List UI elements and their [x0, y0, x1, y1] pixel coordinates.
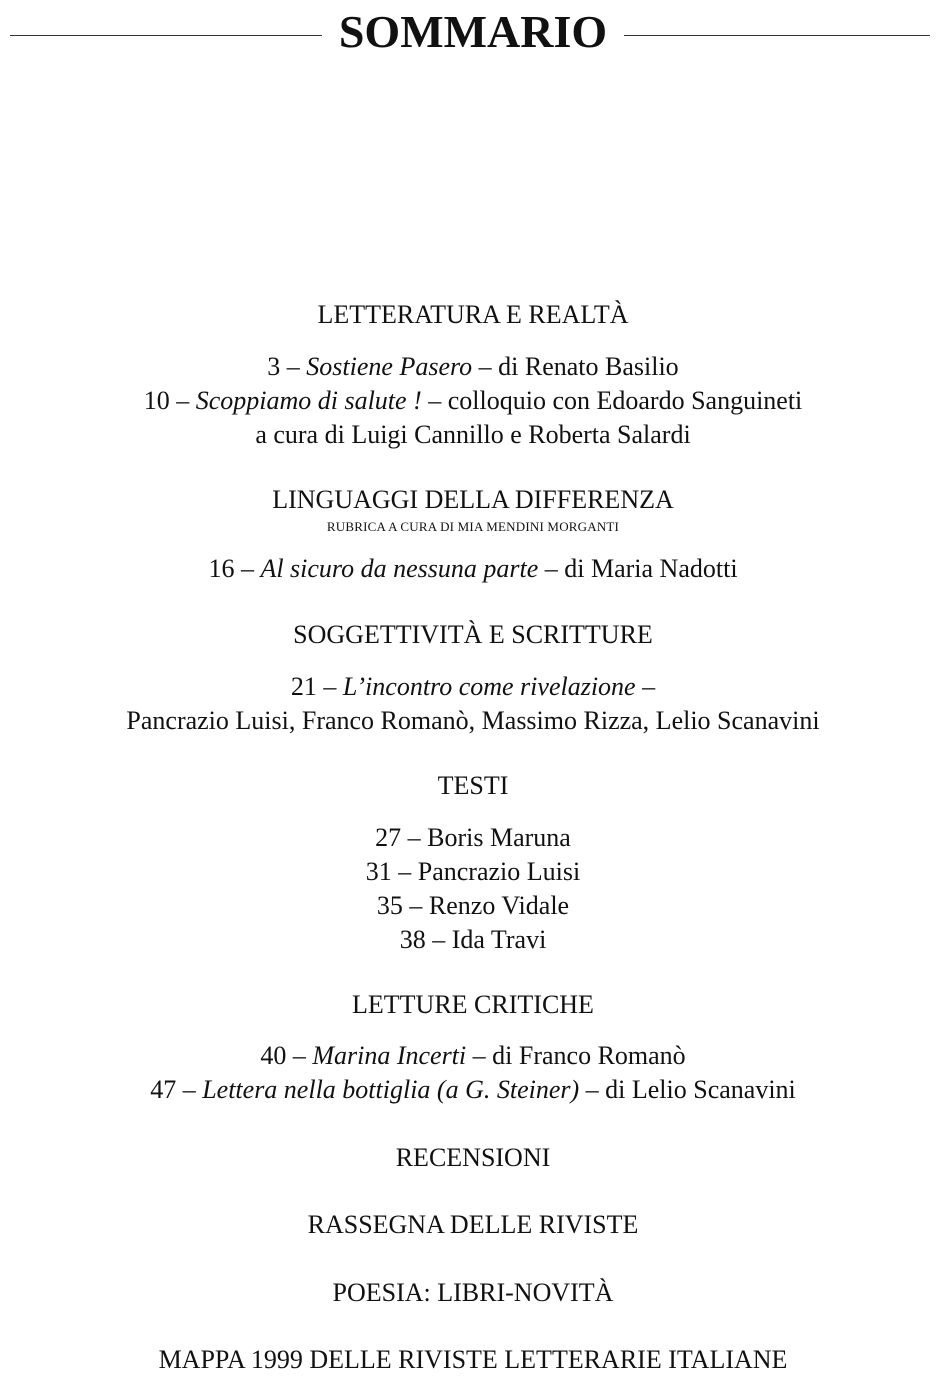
section-heading: MAPPA 1999 DELLE RIVISTE LETTERARIE ITALIANE — [158, 1345, 788, 1374]
page-number: 10 — [143, 386, 170, 415]
section-heading: RECENSIONI — [395, 1143, 551, 1172]
toc-entry-continuation: Pancrazio Luisi, Franco Romanò, Massimo Rizza, Lelio Scanavini — [126, 706, 820, 735]
toc-entry: 21 – L’incontro come rivelazione – — [290, 672, 656, 701]
page-number: 16 — [208, 554, 235, 583]
section-heading: SOGGETTIVITÀ E SCRITTURE — [293, 620, 653, 649]
page-number: 38 — [399, 925, 426, 954]
section-heading: LINGUAGGI DELLA DIFFERENZA — [272, 485, 674, 514]
section-heading: TESTI — [437, 771, 509, 800]
toc-entry: 31 – Pancrazio Luisi — [365, 857, 581, 886]
author: Renzo Vidale — [428, 891, 570, 920]
author: di Lelio Scanavini — [605, 1075, 796, 1104]
section-heading: RASSEGNA DELLE RIVISTE — [307, 1210, 639, 1239]
toc-entry: 38 – Ida Travi — [399, 925, 547, 954]
toc-entry: 3 – Sostiene Pasero – di Renato Basilio — [267, 352, 679, 381]
work-title: Marina Incerti — [312, 1041, 467, 1070]
page-number: 21 — [290, 672, 317, 701]
page-title: SOMMARIO — [0, 4, 946, 60]
toc-entry: 16 – Al sicuro da nessuna parte – di Maria Nadotti — [208, 554, 738, 583]
author: colloquio con Edoardo Sanguineti — [447, 386, 803, 415]
page-number: 47 — [150, 1075, 177, 1104]
work-title: Lettera nella bottiglia (a G. Steiner) — [202, 1075, 580, 1104]
author: Boris Maruna — [427, 823, 571, 852]
section-heading: LETTERATURA E REALTÀ — [317, 300, 629, 329]
author: di Franco Romanò — [492, 1041, 686, 1070]
work-title: Al sicuro da nessuna parte — [260, 554, 539, 583]
toc-entry: 10 – Scoppiamo di salute ! – colloquio con Edoardo Sanguineti — [143, 386, 803, 415]
work-title: Sostiene Pasero — [306, 352, 473, 381]
toc-entry: 40 – Marina Incerti – di Franco Romanò — [260, 1041, 686, 1070]
toc-entry: 27 – Boris Maruna — [375, 823, 571, 852]
section-heading: LETTURE CRITICHE — [352, 990, 594, 1019]
author: di Maria Nadotti — [564, 554, 738, 583]
toc-entry: 47 – Lettera nella bottiglia (a G. Steiner) – di Lelio Scanavini — [150, 1075, 796, 1104]
page-number: 40 — [260, 1041, 287, 1070]
toc-entry: 35 – Renzo Vidale — [376, 891, 570, 920]
author: Ida Travi — [451, 925, 547, 954]
page-number: 35 — [376, 891, 403, 920]
author: di Renato Basilio — [498, 352, 679, 381]
page-number: 3 — [267, 352, 281, 381]
page-number: 27 — [375, 823, 402, 852]
section-subheading: RUBRICA A CURA DI MIA MENDINI MORGANTI — [326, 519, 620, 534]
section-heading: POESIA: LIBRI-NOVITÀ — [332, 1278, 614, 1307]
work-title: L’incontro come rivelazione — [342, 672, 636, 701]
author: Pancrazio Luisi — [417, 857, 581, 886]
work-title: Scoppiamo di salute ! — [195, 386, 422, 415]
page-number: 31 — [365, 857, 392, 886]
header — [0, 4, 946, 60]
toc-entry-continuation: a cura di Luigi Cannillo e Roberta Salardi — [255, 420, 691, 449]
